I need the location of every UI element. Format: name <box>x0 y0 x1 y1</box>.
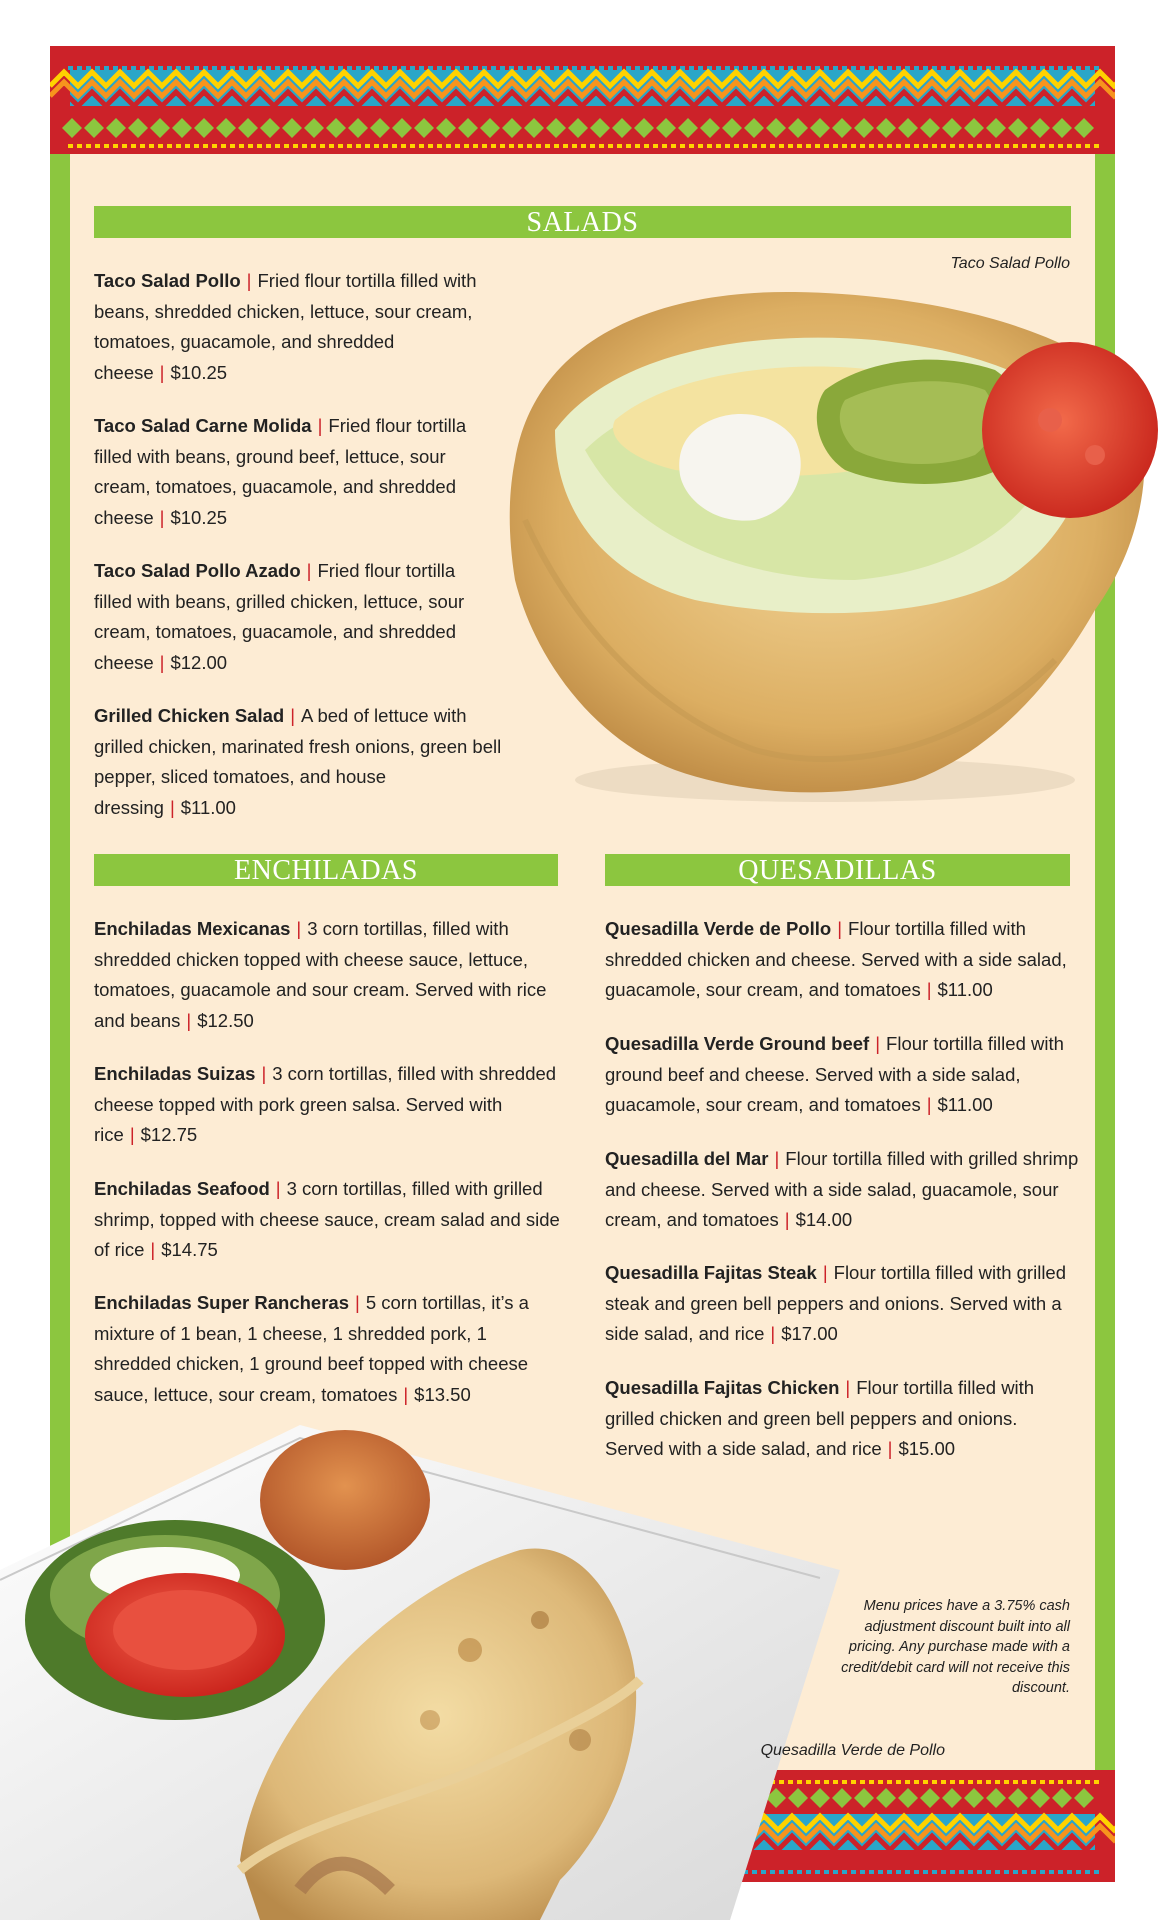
quesadilla-plate-photo <box>0 1420 840 1920</box>
menu-item-taco-salad-carne-molida <box>94 411 504 533</box>
item-price: $11.00 <box>937 1094 993 1115</box>
item-description: 3 corn tortillas, filled with shredded chicken topped with cheese sauce, lettuce, tomatoes, guacamole and sour cream. Served with rice and beans <box>94 918 547 1031</box>
item-name: Quesadilla Fajitas Steak <box>605 1262 817 1283</box>
cash-discount-note: Menu prices have a 3.75% cash adjustment discount built into all pricing. Any purchase made with a credit/debit card will not receive this discount. <box>841 1598 1070 1696</box>
separator: | <box>770 1323 776 1344</box>
item-price: $13.50 <box>414 1383 471 1405</box>
item-description: Flour tortilla filled with grilled chicken and green bell peppers and onions. Served with a side salad, and rice <box>605 1377 1035 1459</box>
separator: | <box>887 1438 893 1459</box>
item-price: $12.00 <box>170 651 228 673</box>
separator: | <box>169 796 175 818</box>
separator: | <box>159 361 165 383</box>
item-name: Enchiladas Mexicanas <box>94 918 291 939</box>
separator: | <box>403 1383 409 1405</box>
item-price: $14.75 <box>161 1239 218 1260</box>
separator: | <box>129 1124 135 1145</box>
taco-salad-photo <box>495 280 1166 815</box>
item-name: Taco Salad Pollo Azado <box>94 560 301 581</box>
enchiladas-header: ENCHILADAS <box>94 854 558 886</box>
item-name: Enchiladas Seafood <box>94 1178 270 1199</box>
menu-item-enchiladas-suizas <box>94 1059 564 1151</box>
item-name: Enchiladas Suizas <box>94 1063 256 1084</box>
item-description: Flour tortilla filled with grilled steak and green bell peppers and onions. Served with a side salad, and rice <box>605 1262 1067 1344</box>
top-decorative-band <box>50 46 1115 154</box>
item-name: Quesadilla Verde de Pollo <box>605 918 832 939</box>
item-description: Fried flour tortilla filled with beans, shredded chicken, lettuce, sour cream, tomatoes, guacamole, and shredded cheese <box>94 270 477 383</box>
item-description: Flour tortilla filled with grilled shrimp and cheese. Served with a side salad, guacamole, sour cream, and tomatoes <box>605 1148 1079 1230</box>
menu-item-quesadilla-fajitas-steak <box>605 1258 1070 1350</box>
salads-header: SALADS <box>94 206 1071 238</box>
separator: | <box>159 506 165 528</box>
item-name: Enchiladas Super Rancheras <box>94 1292 349 1313</box>
separator: | <box>774 1148 780 1169</box>
quesadilla-caption: Quesadilla Verde de Pollo <box>760 1742 945 1759</box>
menu-item-grilled-chicken-salad <box>94 701 509 823</box>
zigzag-pattern-top <box>50 46 1115 154</box>
separator: | <box>784 1209 790 1230</box>
item-description: 3 corn tortillas, filled with grilled shrimp, topped with cheese sauce, cream salad and side of rice <box>94 1178 560 1260</box>
separator: | <box>317 415 323 436</box>
separator: | <box>261 1063 267 1084</box>
menu-item-quesadilla-del-mar <box>605 1144 1080 1236</box>
separator: | <box>150 1239 156 1260</box>
separator: | <box>306 560 312 581</box>
item-description: 3 corn tortillas, filled with shredded cheese topped with pork green salsa. Served with rice <box>94 1063 557 1145</box>
item-name: Quesadilla Verde Ground beef <box>605 1033 870 1054</box>
taco-salad-caption: Taco Salad Pollo <box>950 255 1070 272</box>
item-description: Flour tortilla filled with shredded chicken and cheese. Served with a side salad, guacamole, sour cream, and tomatoes <box>605 918 1067 1000</box>
item-price: $12.50 <box>197 1009 254 1031</box>
separator: | <box>845 1377 851 1398</box>
item-description: Fried flour tortilla filled with beans, ground beef, lettuce, sour cream, tomatoes, guacamole, and shredded cheese <box>94 415 467 528</box>
item-description: 5 corn tortillas, it’s a mixture of 1 bean, 1 cheese, 1 shredded pork, 1 shredded chicken, 1 ground beef topped with cheese sauce, lettuce, sour cream, tomatoes <box>94 1292 529 1405</box>
item-name: Taco Salad Pollo <box>94 270 241 291</box>
separator: | <box>355 1292 360 1313</box>
menu-item-taco-salad-pollo-azado <box>94 556 494 678</box>
item-description: A bed of lettuce with grilled chicken, marinated fresh onions, green bell pepper, sliced tomatoes, and house dressing <box>94 705 502 818</box>
item-description: Flour tortilla filled with ground beef and cheese. Served with a side salad, guacamole, sour cream, and tomatoes <box>605 1033 1064 1115</box>
item-price: $14.00 <box>795 1209 853 1230</box>
menu-item-quesadilla-verde-ground-beef <box>605 1029 1080 1121</box>
separator: | <box>837 918 843 939</box>
separator: | <box>275 1178 281 1199</box>
menu-item-enchiladas-super-rancheras <box>94 1288 544 1410</box>
menu-item-enchiladas-mexicanas <box>94 914 564 1036</box>
menu-item-taco-salad-pollo <box>94 266 494 388</box>
separator: | <box>875 1033 881 1054</box>
item-price: $10.25 <box>170 506 228 528</box>
item-price: $11.00 <box>937 979 993 1000</box>
separator: | <box>186 1009 192 1031</box>
menu-item-quesadilla-verde-de-pollo <box>605 914 1080 1006</box>
quesadillas-header: QUESADILLAS <box>605 854 1070 886</box>
separator: | <box>822 1262 828 1283</box>
item-price: $17.00 <box>781 1323 838 1344</box>
item-name: Grilled Chicken Salad <box>94 705 285 726</box>
item-name: Quesadilla Fajitas Chicken <box>605 1377 840 1398</box>
menu-item-enchiladas-seafood <box>94 1174 564 1266</box>
separator: | <box>290 705 296 726</box>
separator: | <box>296 918 302 939</box>
item-price: $10.25 <box>170 361 228 383</box>
item-description: Fried flour tortilla filled with beans, grilled chicken, lettuce, sour cream, tomatoes, guacamole, and shredded cheese <box>94 560 465 673</box>
item-price: $12.75 <box>140 1124 198 1145</box>
separator: | <box>926 1094 932 1115</box>
item-name: Quesadilla del Mar <box>605 1148 769 1169</box>
separator: | <box>926 979 932 1000</box>
item-name: Taco Salad Carne Molida <box>94 415 312 436</box>
separator: | <box>246 270 252 291</box>
separator: | <box>159 651 165 673</box>
item-price: $15.00 <box>898 1438 956 1459</box>
item-price: $11.00 <box>180 796 236 818</box>
